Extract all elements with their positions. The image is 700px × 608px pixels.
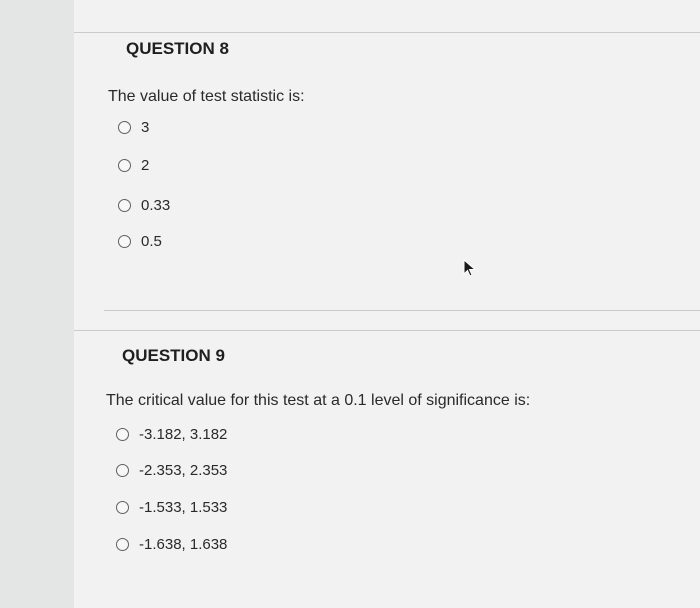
answer-option[interactable] [118,197,170,214]
radio-button[interactable] [118,159,131,172]
radio-button[interactable] [116,538,129,551]
answer-label: 2 [141,157,150,174]
answer-label: 0.5 [141,233,162,250]
question-title: QUESTION 9 [122,346,225,365]
answer-label: -1.638, 1.638 [139,536,228,553]
radio-button[interactable] [116,428,129,441]
answer-label: 0.33 [141,197,171,214]
answer-label: -1.533, 1.533 [139,499,228,516]
question-text: The critical value for this test at a 0.1 level of significance is: [106,392,531,409]
answer-option[interactable] [118,157,149,174]
radio-button[interactable] [118,121,131,134]
answer-label: -3.182, 3.182 [139,426,228,443]
radio-button[interactable] [118,235,131,248]
radio-button[interactable] [118,199,131,212]
answer-option[interactable] [116,536,227,553]
answer-option[interactable] [118,233,162,250]
answer-label: 3 [141,119,150,136]
radio-button[interactable] [116,464,129,477]
top-divider [74,32,700,33]
answer-option[interactable] [118,119,149,136]
answer-label: -2.353, 2.353 [139,462,228,479]
question-title: QUESTION 8 [126,39,229,58]
answer-option[interactable] [116,462,227,479]
question-8-bottom-divider [104,310,700,311]
answer-option[interactable] [116,499,227,516]
radio-button[interactable] [116,501,129,514]
left-margin [0,0,74,608]
question-text: The value of test statistic is: [108,88,305,105]
answer-option[interactable] [116,426,227,443]
question-9-top-divider [74,330,700,331]
mouse-pointer-icon [463,259,477,277]
